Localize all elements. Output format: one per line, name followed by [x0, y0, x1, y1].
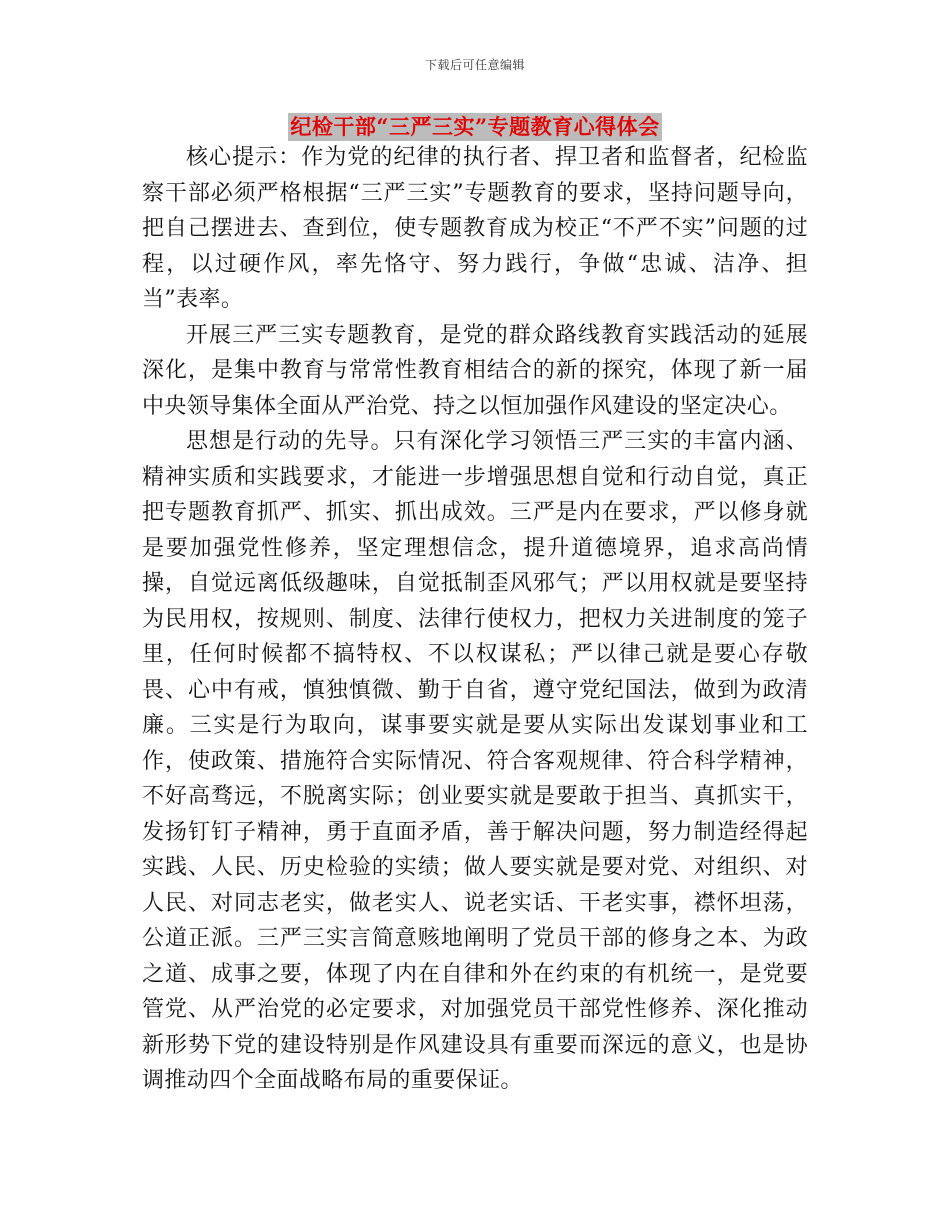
paragraph-main: 思想是行动的先导。只有深化学习领悟三严三实的丰富内涵、精神实质和实践要求，才能进一步增强思想自觉和行动自觉，真正把专题教育抓严、抓实、抓出成效。三严是内在要求，严以修身就是要加强党性修养，坚定理想信念，提升道德境界，追求高尚情操，自觉远离低级趣味，自觉抵制歪风邪气；严以用权就是要坚持为民用权，按规则、制度、法律行使权力，把权力关进制度的笼子里，任何时候都不搞特权、不以权谋私；严以律己就是要心存敬畏、心中有戒，慎独慎微、勤于自省，遵守党纪国法，做到为政清廉。三实是行为取向，谋事要实就是要从实际出发谋划事业和工作，使政策、措施符合实际情况、符合客观规律、符合科学精神，不好高骛远，不脱离实际；创业要实就是要敢于担当、真抓实干，发扬钉钉子精神，勇于直面矛盾，善于解决问题，努力制造经得起实践、人民、历史检验的实绩；做人要实就是要对党、对组织、对人民、对同志老实，做老实人、说老实话、干老实事，襟怀坦荡，公道正派。三严三实言简意赅地阐明了党员干部的修身之本、为政之道、成事之要，体现了内在自律和外在约束的有机统一，是党要管党、从严治党的必定要求，对加强党员干部党性修养、深化推动新形势下党的建设特别是作风建设具有重要而深远的意义，也是协调推动四个全面战略布局的重要保证。 [142, 429, 808, 1093]
paragraph-intro: 开展三严三实专题教育，是党的群众路线教育实践活动的延展深化，是集中教育与常常性教育相结合的新的探究，体现了新一届中央领导集体全面从严治党、持之以恒加强作风建设的坚定决心。 [142, 322, 808, 419]
header-note: 下载后可任意编辑 [424, 58, 525, 72]
document-title [0, 113, 950, 141]
document-title-text: 纪检干部“三严三实”专题教育心得体会 [290, 114, 660, 139]
paragraph-core-tip: 核心提示：作为党的纪律的执行者、捍卫者和监督者，纪检监察干部必须严格根据“三严三实”专题教育的要求，坚持问题导向，把自己摆进去、查到位，使专题教育成为校正“不严不实”问题的过程，以过硬作风，率先恪守、努力践行，争做“忠诚、洁净、担当”表率。 [142, 145, 808, 312]
document-body [142, 140, 808, 1099]
